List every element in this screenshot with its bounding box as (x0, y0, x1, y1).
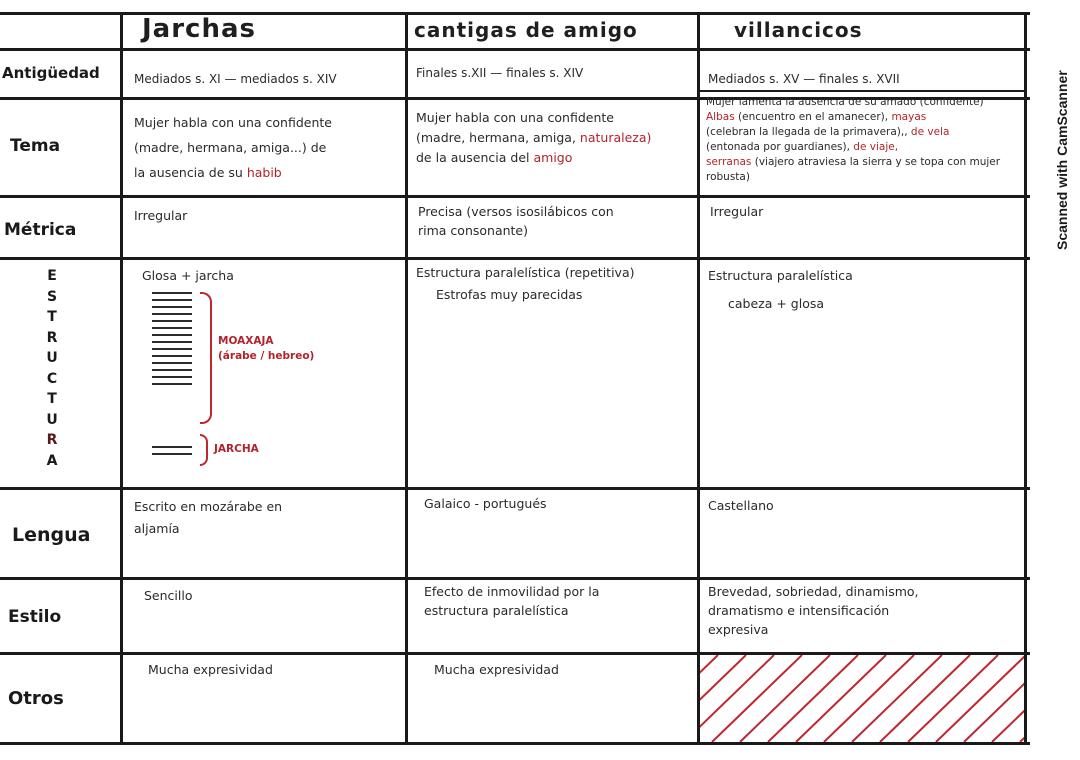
sub-divider (699, 90, 1025, 92)
camscanner-watermark: Scanned with CamScanner (1054, 70, 1070, 250)
moaxaja-brace (200, 292, 212, 424)
row-label-tema: Tema (10, 136, 61, 156)
hatch-stroke (796, 655, 886, 742)
otros-cantigas: Mucha expresividad (434, 662, 559, 677)
row-label-metrica: Métrica (4, 220, 77, 240)
row-label-estilo: Estilo (8, 607, 62, 627)
otros-jarchas: Mucha expresividad (148, 662, 273, 677)
hatch-stroke (1020, 655, 1024, 742)
header-cantigas: cantigas de amigo (414, 18, 638, 42)
lengua-cantigas: Galaico - portugués (424, 496, 547, 511)
column-divider (697, 12, 700, 745)
antiguedad-jarchas: Mediados s. XI — mediados s. XIV (134, 72, 337, 86)
hatch-stroke (700, 655, 746, 742)
tema-cantigas: Mujer habla con una confidente (madre, hermana, amiga, naturaleza) de la ausencia del amigo (416, 110, 652, 165)
row-label-antiguedad: Antigüedad (2, 64, 100, 82)
estructura-cantigas: Estructura paralelística (repetitiva) Estrofas muy parecidas (416, 265, 635, 302)
hatch-stroke (712, 655, 802, 742)
hatch-stroke (908, 655, 998, 742)
row-label-estructura: E S T R U C T U R A (46, 268, 58, 469)
table-border-right (1024, 12, 1027, 745)
estilo-villancicos: Brevedad, sobriedad, dinamismo, dramatismo e intensificación expresiva (708, 584, 919, 637)
column-divider (405, 12, 408, 745)
hatch-stroke (700, 655, 774, 742)
jarcha-lines (152, 446, 192, 460)
jarcha-brace (200, 434, 208, 466)
row-divider (0, 257, 1030, 260)
moaxaja-label: MOAXAJA (árabe / hebreo) (218, 335, 315, 362)
header-jarchas: Jarchas (142, 14, 256, 44)
row-divider (0, 48, 1030, 51)
lengua-villancicos: Castellano (708, 498, 774, 513)
row-divider (0, 487, 1030, 490)
row-divider (0, 195, 1030, 198)
hatch-stroke (740, 655, 830, 742)
habib-word: habib (246, 165, 282, 180)
moaxaja-lines (152, 292, 192, 390)
column-divider (120, 12, 123, 745)
hatch-stroke (824, 655, 914, 742)
estilo-cantigas: Efecto de inmovilidad por la estructura paralelística (424, 584, 600, 618)
table-border-bottom (0, 742, 1030, 745)
estructura-jarchas-title: Glosa + jarcha (142, 268, 234, 283)
hatch-stroke (700, 655, 718, 742)
hatch-stroke (880, 655, 970, 742)
row-label-lengua: Lengua (12, 524, 91, 546)
hatch-stroke (936, 655, 1024, 742)
metrica-jarchas: Irregular (134, 208, 188, 223)
header-villancicos: villancicos (734, 18, 863, 42)
antiguedad-cantigas: Finales s.XII — finales s. XIV (416, 66, 584, 80)
hatched-empty-cell (700, 655, 1024, 742)
hatch-stroke (768, 655, 858, 742)
lengua-jarchas: Escrito en mozárabe en aljamía (134, 499, 283, 536)
tema-villancicos: Mujer lamenta la ausencia de su amado (confidente) Albas (encuentro en el amanecer), mayas (celebran la llegada de la primavera),, de vela (entonada por guardianes), de viaje, serranas (viajero atraviesa la sierra y se topa con mujer robusta) (706, 96, 1001, 183)
estilo-jarchas: Sencillo (144, 588, 193, 603)
metrica-villancicos: Irregular (710, 204, 764, 219)
antiguedad-villancicos: Mediados s. XV — finales s. XVII (708, 72, 900, 86)
tema-jarchas: Mujer habla con una confidente (madre, hermana, amiga...) de la ausencia de su habib (134, 115, 332, 180)
metrica-cantigas: Precisa (versos isosilábicos con rima consonante) (418, 204, 614, 238)
row-divider (0, 577, 1030, 580)
jarcha-label: JARCHA (214, 443, 259, 455)
row-label-otros: Otros (8, 688, 64, 709)
hatch-stroke (852, 655, 942, 742)
hatch-stroke (964, 655, 1024, 742)
estructura-villancicos: Estructura paralelística cabeza + glosa (708, 268, 853, 311)
